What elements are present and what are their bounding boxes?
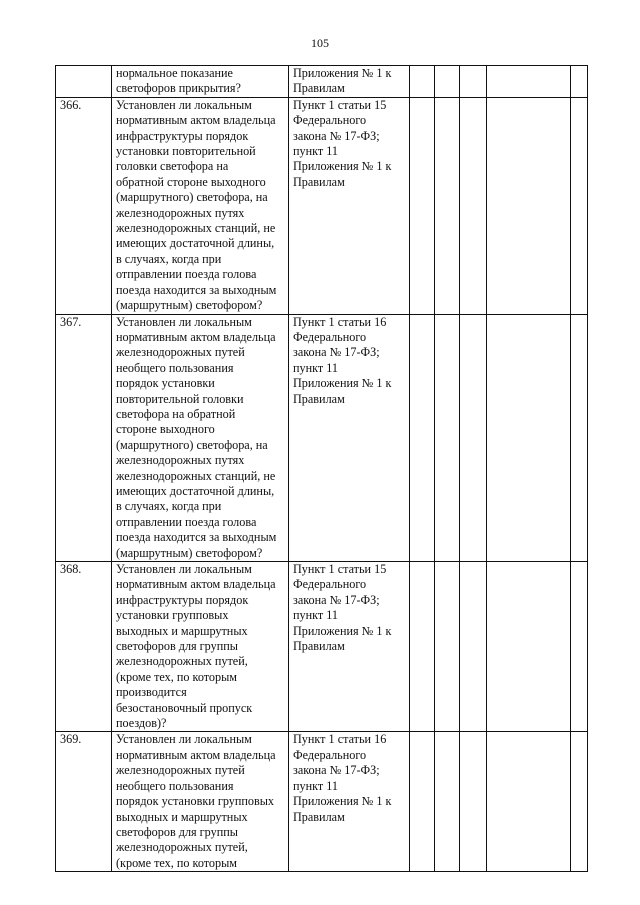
answer-no-cell xyxy=(435,97,460,314)
table-row xyxy=(56,97,588,314)
answer-no-cell xyxy=(435,562,460,732)
table-row xyxy=(56,66,588,98)
question-cell: Установлен ли локальным нормативным актом владельца железнодорожных путей необщего пользования порядок установки повторительной головки светофора на обратной стороне выходного (маршрутного) светофора, на железнодорожных путях железнодорожных станций, не имеющих достаточной длины, в случаях, когда при отправлении поезда голова поезда находится за выходным (маршрутным) светофором? xyxy=(112,314,289,562)
answer-no-cell xyxy=(435,66,460,98)
row-number: 368. xyxy=(56,562,112,732)
table-row xyxy=(56,732,588,872)
answer-yes-cell xyxy=(410,732,435,872)
row-number: 366. xyxy=(56,97,112,314)
reference-cell: Приложения № 1 к Правилам xyxy=(289,66,410,98)
answer-yes-cell xyxy=(410,314,435,562)
table-row xyxy=(56,562,588,732)
answer-na-cell xyxy=(460,97,487,314)
row-number xyxy=(56,66,112,98)
answer-na-cell xyxy=(460,562,487,732)
extra-cell xyxy=(571,562,588,732)
answer-yes-cell xyxy=(410,562,435,732)
extra-cell xyxy=(571,314,588,562)
row-number: 369. xyxy=(56,732,112,872)
note-cell xyxy=(487,66,571,98)
answer-no-cell xyxy=(435,732,460,872)
question-cell: нормальное показание светофоров прикрытия? xyxy=(112,66,289,98)
reference-cell: Пункт 1 статьи 16 Федерального закона № 17-ФЗ; пункт 11 Приложения № 1 к Правилам xyxy=(289,314,410,562)
page-number: 105 xyxy=(311,36,329,50)
answer-na-cell xyxy=(460,732,487,872)
answer-yes-cell xyxy=(410,97,435,314)
note-cell xyxy=(487,732,571,872)
note-cell xyxy=(487,97,571,314)
reference-cell: Пункт 1 статьи 15 Федерального закона № 17-ФЗ; пункт 11 Приложения № 1 к Правилам xyxy=(289,97,410,314)
checklist-table xyxy=(55,65,588,872)
question-cell: Установлен ли локальным нормативным актом владельца инфраструктуры порядок установки групповых выходных и маршрутных светофоров для группы железнодорожных путей, (кроме тех, по которым производится безостановочный пропуск поездов)? xyxy=(112,562,289,732)
answer-na-cell xyxy=(460,66,487,98)
answer-na-cell xyxy=(460,314,487,562)
note-cell xyxy=(487,562,571,732)
extra-cell xyxy=(571,66,588,98)
table-row xyxy=(56,314,588,562)
answer-yes-cell xyxy=(410,66,435,98)
answer-no-cell xyxy=(435,314,460,562)
question-cell: Установлен ли локальным нормативным актом владельца железнодорожных путей необщего пользования порядок установки групповых выходных и маршрутных светофоров для группы железнодорожных путей, (кроме тех, по которым xyxy=(112,732,289,872)
note-cell xyxy=(487,314,571,562)
extra-cell xyxy=(571,97,588,314)
question-cell: Установлен ли локальным нормативным актом владельца инфраструктуры порядок установки повторительной головки светофора на обратной стороне выходного (маршрутного) светофора, на железнодорожных путях железнодорожных станций, не имеющих достаточной длины, в случаях, когда при отправлении поезда голова поезда находится за выходным (маршрутным) светофором? xyxy=(112,97,289,314)
extra-cell xyxy=(571,732,588,872)
reference-cell: Пункт 1 статьи 15 Федерального закона № 17-ФЗ; пункт 11 Приложения № 1 к Правилам xyxy=(289,562,410,732)
row-number: 367. xyxy=(56,314,112,562)
reference-cell: Пункт 1 статьи 16 Федерального закона № 17-ФЗ; пункт 11 Приложения № 1 к Правилам xyxy=(289,732,410,872)
